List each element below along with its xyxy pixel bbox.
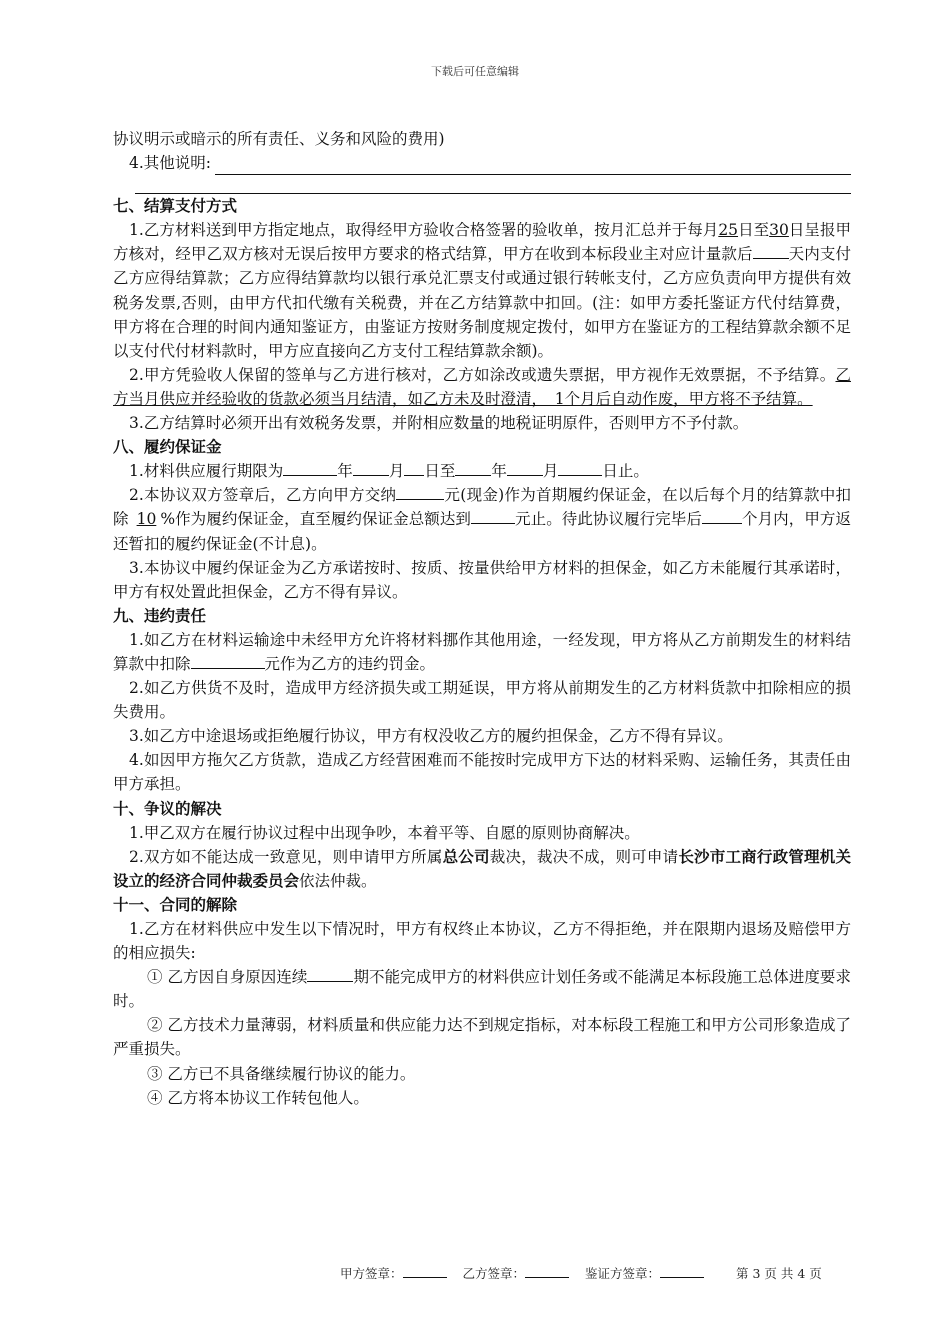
termination-item-2: ② 乙方技术力量薄弱，材料质量和供应能力达不到规定指标，对本标段工程施工和甲方公司形象造成了严重损失。 [113,1016,851,1059]
section-title-breach: 九、违约责任 [113,605,207,625]
paragraph: 协议明示或暗示的所有责任、义务和风险的费用) [113,130,445,148]
deposit-clause-1: 1.材料供应履行期限为 年 月 日至 年 月 日止。 [129,462,649,481]
section-title-dispute: 十、争议的解决 [113,798,222,818]
breach-clause-3: 3.如乙方中途退场或拒绝履行协议，甲方有权没收乙方的履约担保金，乙方不得有异议。 [129,727,733,746]
section-title-deposit: 八、履约保证金 [113,437,222,457]
other-notes-blank-line [135,175,851,194]
section-title-termination: 十一、合同的解除 [113,894,238,914]
settlement-clause-2: 2.甲方凭验收人保留的签单与乙方进行核对，乙方如涂改或遗失票据，甲方视作无效票据，不予结算。乙方当月供应并经验收的货款必须当月结清，如乙方未及时澄清， 1个月后自动作废，甲方将不予结算。 [113,365,851,408]
dispute-clause-2: 2.双方如不能达成一致意见，则申请甲方所属总公司裁决，裁决不成，则可申请长沙市工商行政管理机关设立的经济合同仲裁委员会依法仲裁。 [113,846,851,890]
breach-clause-1: 1.如乙方在材料运输途中未经甲方允许将材料挪作其他用途，一经发现，甲方将从乙方前期发生的材料结算款中扣除 元作为乙方的违约罚金。 [113,630,851,673]
party-a-signature-label: 甲方签章： [340,1266,403,1281]
dispute-clause-1: 1.甲乙双方在履行协议过程中出现争吵，本着平等、自愿的原则协商解决。 [129,823,640,842]
party-b-signature-blank [525,1265,569,1278]
breach-clause-2: 2.如乙方供货不及时，造成甲方经济损失或工期延误，甲方将从前期发生的乙方材料货款中扣除相应的损失费用。 [113,679,851,722]
settlement-clause-1: 1.乙方材料送到甲方指定地点，取得经甲方验收合格签署的验收单，按月汇总并于每月25日至30日呈报甲方核对，经甲乙双方核对无误后按甲方要求的格式结算，甲方在收到本标段业主对应计量款后 天内支付乙方应得结算款；乙方应得结算款均以银行承兑汇票支付或通过银行转帐支付，乙方应负责向甲方提供有效税务发票,否则，由甲方代扣代缴有关税费，并在乙方结算款中扣回。(注：如甲方委托鉴证方代付结算费，甲方将在合理的时间内通知鉴证方，由鉴证方按财务制度规定拨付，如甲方在鉴证方的工程结算款余额不足以支付代付材料款时，甲方应直接向乙方支付工程结算款余额)。 [113,221,851,360]
document-body [113,127,851,1110]
party-a-signature-blank [403,1265,447,1278]
other-notes-row [113,151,851,175]
deposit-clause-2: 2.本协议双方签章后，乙方向甲方交纳 元(现金)作为首期履约保证金，在以后每个月的结算款中扣除 10 %作为履约保证金，直至履约保证金总额达到 元止。待此协议履行完毕后 个月内，甲方返还暂扣的履约保证金(不计息)。 [113,486,851,553]
party-b-signature-label: 乙方签章： [462,1266,526,1281]
deposit-clause-3: 3.本协议中履约保证金为乙方承诺按时、按质、按量供给甲方材料的担保金，如乙方未能履行其承诺时，甲方有权处置此担保金，乙方不得有异议。 [113,558,851,601]
witness-signature-blank [660,1265,704,1278]
termination-item-4: ④ 乙方将本协议工作转包他人。 [147,1088,369,1107]
page-footer [340,1264,860,1282]
page-header: 下载后可任意编辑 [431,65,519,78]
termination-item-3: ③ 乙方已不具备继续履行协议的能力。 [147,1064,416,1083]
breach-clause-4: 4.如因甲方拖欠乙方货款，造成乙方经营困难而不能按时完成甲方下达的材料采购、运输任务，其责任由甲方承担。 [113,751,851,794]
section-title-settlement: 七、结算支付方式 [113,196,238,216]
witness-signature-label: 鉴证方签章： [585,1266,661,1281]
other-notes-label: 4.其他说明: [129,154,212,173]
settlement-clause-3: 3.乙方结算时必须开出有效税务发票，并附相应数量的地税证明原件，否则甲方不予付款。 [129,414,749,433]
termination-clause-1: 1.乙方在材料供应中发生以下情况时，甲方有权终止本协议，乙方不得拒绝，并在限期内退场及赔偿甲方的相应损失: [113,920,851,963]
termination-item-1: ① 乙方因自身原因连续 期不能完成甲方的材料供应计划任务或不能满足本标段施工总体进度要求时。 [113,968,851,1011]
other-notes-blank [215,156,851,175]
page-number: 第 3 页 共 4 页 [736,1266,822,1281]
